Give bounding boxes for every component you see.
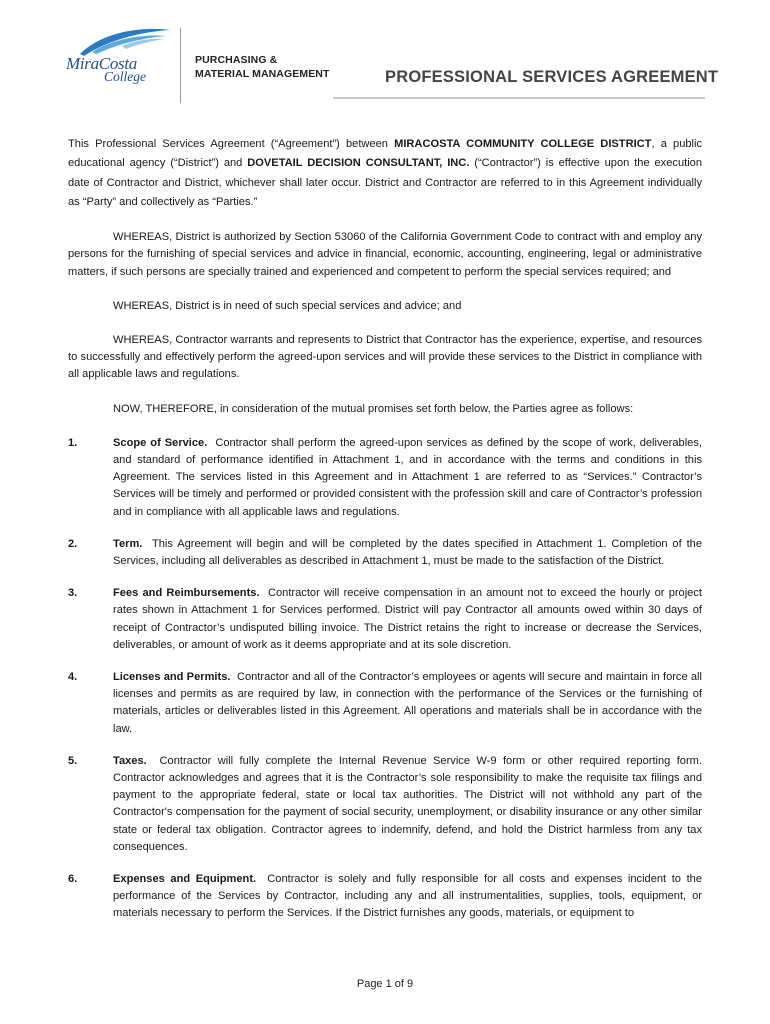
logo-line1: MiraCosta bbox=[66, 54, 137, 73]
section-title: Term. bbox=[113, 537, 143, 550]
intro-paragraph: This Professional Services Agreement (“Agreement”) between MIRACOSTA COMMUNITY COLLEGE DISTRICT, a public educational agency (“District”) and DOVETAIL DECISION CONSULTANT, INC. (“Contractor”) is effective upon the execution date of Contractor and District, whichever shall later occur. District and Contractor are referred to in this Agreement individually as “Party” and collectively as “Parties.” bbox=[68, 138, 703, 208]
section-text: Contractor will receive compensation in an amount not to exceed the hourly or project rates shown in Attachment 1 for Services performed. District will pay Contractor all amounts owed within 30 days of receipt of Contractor’s undisputed billing invoice. The District retains the right to increase or decrease the Services, deliverables, or amount of work as it deems appropriate and at its sole discretion. bbox=[113, 587, 702, 651]
section-text: Contractor is solely and fully responsible for all costs and expenses incident to the performance of the Services by Contractor, including any and all instrumentalities, supplies, tools, equipment, or materials necessary to perform the Services. If the District furnishes any goods, materials, or equipment to bbox=[113, 873, 702, 920]
whereas-paragraph: WHEREAS, District is in need of such special services and advice; and bbox=[113, 299, 462, 312]
section-number: 2. bbox=[68, 537, 78, 550]
section-taxes bbox=[68, 753, 702, 856]
section-text: This Agreement will begin and will be completed by the dates specified in Attachment 1. Completion of the Services, including all deliverables as described in Attachment 1, must be made to the satisfaction of the District. bbox=[113, 537, 703, 568]
section-number: 1. bbox=[68, 436, 78, 449]
logo-line2: College bbox=[104, 69, 146, 84]
section-number: 4. bbox=[68, 671, 78, 684]
district-name: MIRACOSTA COMMUNITY COLLEGE DISTRICT bbox=[394, 138, 652, 150]
section-licenses-and-permits bbox=[68, 669, 702, 738]
department-line-2: MATERIAL MANAGEMENT bbox=[195, 68, 330, 80]
section-term bbox=[68, 536, 702, 570]
section-title: Taxes. bbox=[113, 754, 147, 767]
section-title: Expenses and Equipment. bbox=[113, 873, 257, 886]
department-line-1: PURCHASING & bbox=[195, 54, 278, 66]
section-expenses-and-equipment bbox=[68, 871, 702, 923]
section-text: Contractor shall perform the agreed-upon services as defined by the scope of work, deliverables, and standard of performance identified in Attachment 1, and in accordance with the terms and conditions in this Agreement. The services listed in this Agreement and in Attachment 1 are referred to as “Services.” Contractor’s Services will be timely and performed or provided consistent with the profession skill and care of Contractor’s profession and in compliance with all applicable laws and regulations. bbox=[113, 436, 702, 518]
section-number: 3. bbox=[68, 587, 78, 600]
section-number: 6. bbox=[68, 873, 78, 886]
section-title: Scope of Service. bbox=[113, 436, 208, 449]
section-fees-and-reimbursements bbox=[68, 585, 702, 654]
section-text: Contractor will fully complete the Internal Revenue Service W-9 form or other required reporting form. Contractor acknowledges and agrees that it is the Contractor’s sole responsibility to make the requisite tax filings and payment to the appropriate federal, state or local tax authorities. The District will not withhold any part of the Contractor's compensation for the payment of social security, unemployment, or disability insurance or any other similar state or federal tax obligation. Contractor agrees to indemnify, defend, and hold the District harmless from any tax consequences. bbox=[113, 754, 702, 853]
title-underline bbox=[333, 97, 705, 99]
contractor-name: DOVETAIL DECISION CONSULTANT, INC. bbox=[247, 157, 470, 170]
document-title: PROFESSIONAL SERVICES AGREEMENT bbox=[385, 68, 719, 86]
section-title: Licenses and Permits. bbox=[113, 671, 231, 684]
section-title: Fees and Reimbursements. bbox=[113, 587, 260, 600]
agreement-body bbox=[68, 135, 702, 938]
whereas-paragraph: WHEREAS, Contractor warrants and represents to District that Contractor has the experience, expertise, and resources to successfully and effectively perform the agreed-upon services and will provide these services to the District in compliance with all applicable laws and regulations. bbox=[68, 334, 702, 381]
section-text: Contractor and all of the Contractor’s employees or agents will secure and maintain in force all licenses and permits as are required by law, in connection with the performance of the Services or the furnishing of materials, articles or deliverables listed in this Agreement. All operations and materials shall be in accordance with the law. bbox=[113, 671, 702, 735]
whereas-paragraph: WHEREAS, District is authorized by Section 53060 of the California Government Code to contract with and employ any persons for the furnishing of special services and advice in financial, economic, accounting, engineering, legal or administrative matters, if such persons are specially trained and experienced and competent to perform the special services required; and bbox=[68, 231, 702, 278]
page-number: Page 1 of 9 bbox=[356, 978, 414, 990]
section-scope-of-service bbox=[68, 435, 702, 521]
now-therefore-paragraph: NOW, THEREFORE, in consideration of the mutual promises set forth below, the Parties agree as follows: bbox=[113, 402, 634, 415]
miracosta-college-logo bbox=[62, 24, 174, 88]
header-divider bbox=[180, 28, 181, 103]
section-number: 5. bbox=[68, 754, 78, 767]
